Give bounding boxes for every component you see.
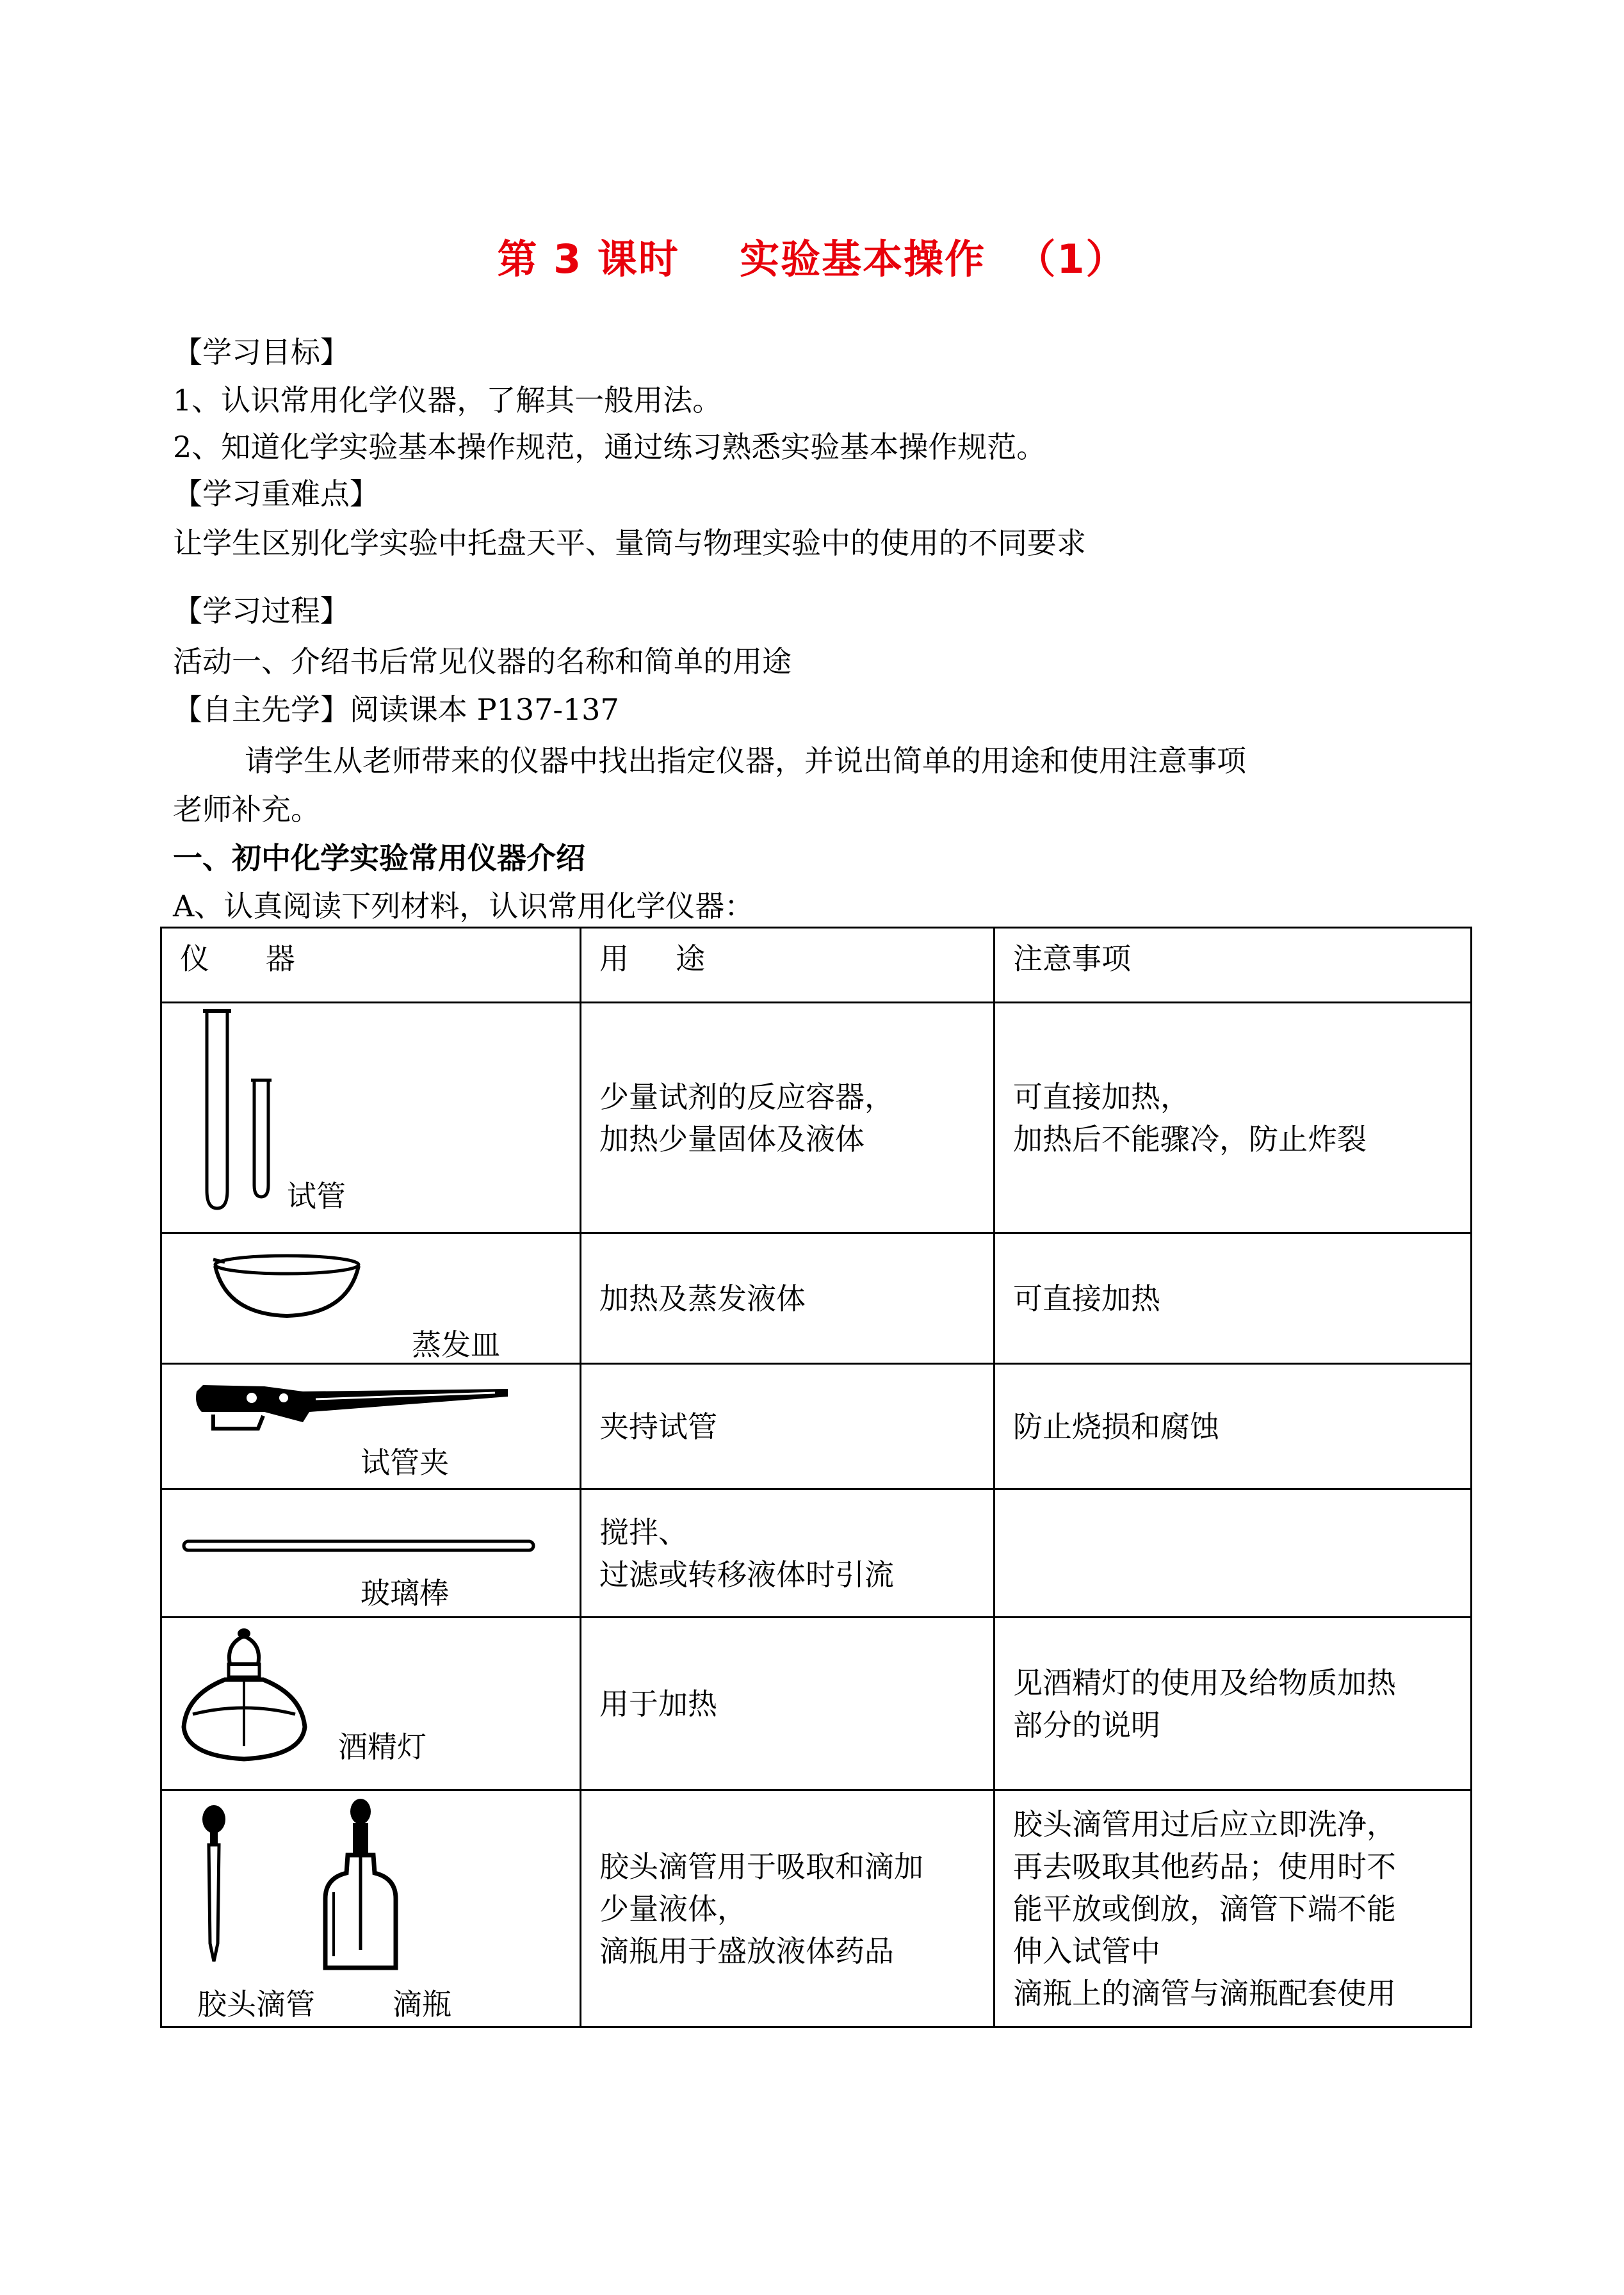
table-header-row xyxy=(161,928,1472,1003)
use-line: 用于加热 xyxy=(599,1686,717,1721)
use-cell xyxy=(581,1790,995,2027)
instrument-caption: 试管夹 xyxy=(361,1445,449,1480)
section-a: A、认真阅读下列材料，认识常用化学仪器： xyxy=(173,889,754,923)
goal-1: 1、认识常用化学仪器，了解其一般用法。 xyxy=(173,383,722,418)
use-line: 少量液体， xyxy=(599,1891,747,1926)
test-tube-illustration xyxy=(194,1005,277,1216)
instrument-caption: 酒精灯 xyxy=(338,1730,426,1764)
test-tube-clamp-illustration xyxy=(188,1372,521,1443)
alcohol-lamp-illustration xyxy=(180,1625,314,1772)
note-cell xyxy=(995,1790,1472,2027)
evaporating-dish-illustration xyxy=(207,1247,373,1324)
dropper-illustration xyxy=(191,1803,248,1969)
note-line: 可直接加热， xyxy=(1013,1079,1190,1114)
instrument-cell xyxy=(161,1364,581,1489)
process-heading: 【学习过程】 xyxy=(173,594,350,628)
note-line: 见酒精灯的使用及给物质加热 xyxy=(1013,1665,1396,1700)
use-cell xyxy=(581,1618,995,1790)
table-row xyxy=(161,1618,1472,1790)
key-heading: 【学习重难点】 xyxy=(173,476,379,511)
instrument-caption: 蒸发皿 xyxy=(412,1327,500,1362)
use-cell xyxy=(581,1003,995,1233)
instrument-cell xyxy=(161,1489,581,1618)
table-row xyxy=(161,1790,1472,2027)
use-line: 胶头滴管用于吸取和滴加 xyxy=(599,1849,923,1884)
header-notes: 注意事项 xyxy=(995,928,1472,1003)
goal-2: 2、知道化学实验基本操作规范，通过练习熟悉实验基本操作规范。 xyxy=(173,430,1046,464)
note-line: 滴瓶上的滴管与滴瓶配套使用 xyxy=(1013,1975,1396,2011)
use-line: 加热少量固体及液体 xyxy=(599,1121,865,1156)
note-cell xyxy=(995,1003,1472,1233)
note-line: 加热后不能骤冷，防止炸裂 xyxy=(1013,1121,1367,1156)
note-line: 部分的说明 xyxy=(1013,1707,1160,1742)
use-line: 夹持试管 xyxy=(599,1409,717,1444)
note-line: 可直接加热 xyxy=(1013,1281,1160,1316)
note-line: 能平放或倒放，滴管下端不能 xyxy=(1013,1891,1396,1926)
instrument-caption: 胶头滴管 xyxy=(197,1987,315,2022)
use-cell xyxy=(581,1233,995,1364)
use-line: 少量试剂的反应容器， xyxy=(599,1079,894,1114)
instrument-cell xyxy=(161,1790,581,2027)
note-line: 再去吸取其他药品；使用时不 xyxy=(1013,1849,1396,1884)
note-cell xyxy=(995,1364,1472,1489)
use-line: 过滤或转移液体时引流 xyxy=(599,1557,894,1592)
instrument-cell xyxy=(161,1003,581,1233)
page-title: 第 3 课时 实验基本操作 （1） xyxy=(497,236,1127,282)
table-row xyxy=(161,1364,1472,1489)
note-cell xyxy=(995,1489,1472,1618)
key-text: 让学生区别化学实验中托盘天平、量筒与物理实验中的使用的不同要求 xyxy=(173,526,1086,560)
note-line: 防止烧损和腐蚀 xyxy=(1013,1409,1219,1444)
note-line: 胶头滴管用过后应立即洗净， xyxy=(1013,1806,1396,1842)
dropping-bottle-illustration xyxy=(316,1796,405,1982)
table-row xyxy=(161,1489,1472,1618)
use-cell xyxy=(581,1364,995,1489)
section-1-heading: 一、初中化学实验常用仪器介绍 xyxy=(173,841,585,875)
use-line: 搅拌、 xyxy=(599,1514,688,1550)
header-instrument: 仪 器 xyxy=(161,928,581,1003)
para-1: 请学生从老师带来的仪器中找出指定仪器，并说出简单的用途和使用注意事项 xyxy=(245,743,1246,778)
instrument-caption: 滴瓶 xyxy=(393,1987,451,2022)
use-cell xyxy=(581,1489,995,1618)
note-cell xyxy=(995,1618,1472,1790)
instrument-caption: 玻璃棒 xyxy=(361,1576,449,1610)
table-row xyxy=(161,1233,1472,1364)
note-line: 伸入试管中 xyxy=(1013,1933,1160,1968)
self-study: 【自主先学】阅读课本 P137-137 xyxy=(173,692,619,727)
header-use: 用 途 xyxy=(581,928,995,1003)
para-2: 老师补充。 xyxy=(173,792,320,827)
use-line: 加热及蒸发液体 xyxy=(599,1281,806,1316)
table-row xyxy=(161,1003,1472,1233)
glass-rod-illustration xyxy=(181,1539,540,1554)
goals-heading: 【学习目标】 xyxy=(173,335,350,369)
use-line: 滴瓶用于盛放液体药品 xyxy=(599,1933,894,1968)
activity-1: 活动一、介绍书后常见仪器的名称和简单的用途 xyxy=(173,644,792,679)
note-cell xyxy=(995,1233,1472,1364)
instrument-cell xyxy=(161,1618,581,1790)
instrument-table xyxy=(160,927,1472,2028)
instrument-caption: 试管 xyxy=(287,1179,346,1213)
instrument-cell xyxy=(161,1233,581,1364)
